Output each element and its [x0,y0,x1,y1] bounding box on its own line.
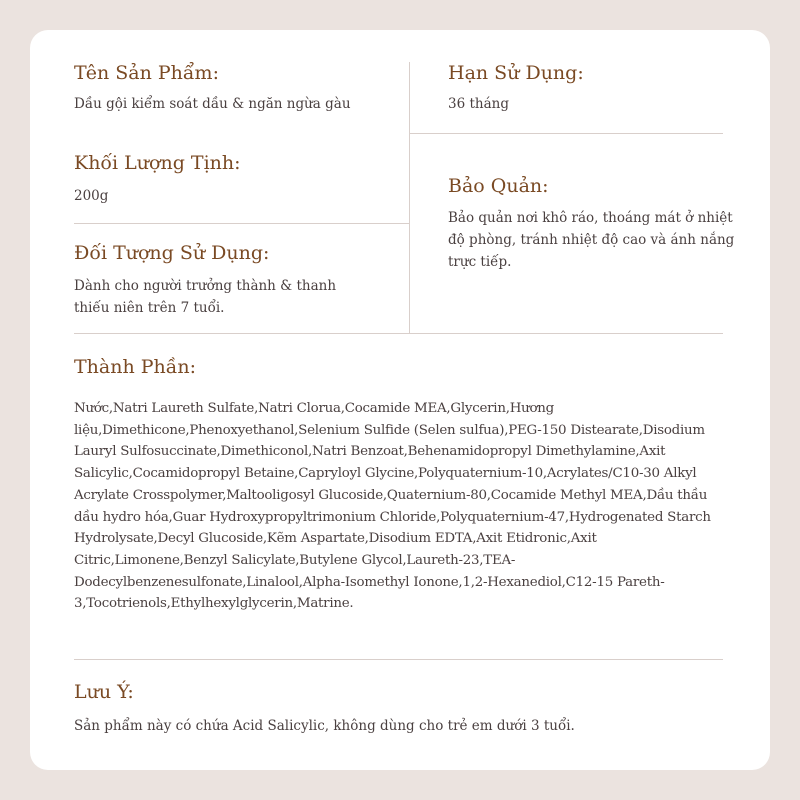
product-name-heading: Tên Sản Phẩm: [74,62,219,84]
warning-heading: Lưu Ý: [74,681,134,703]
right-divider-top [409,133,723,134]
target-users-value: Dành cho người trưởng thành & thanh thiếu niên trên 7 tuổi. [74,278,337,316]
warning-divider [74,659,723,660]
product-name-value: Dầu gội kiểm soát dầu & ngăn ngừa gàu [74,96,351,112]
product-info-card [30,30,770,770]
target-users-heading: Đối Tượng Sử Dụng: [74,242,270,264]
left-divider [74,223,409,224]
shelf-life-heading: Hạn Sử Dụng: [448,62,584,84]
ingredients-list: Nước,Natri Laureth Sulfate,Natri Clorua,Cocamide MEA,Glycerin,Hương liệu,Dimethicone,Phenoxyethanol,Selenium Sulfide (Selen sulfua),PEG-150 Distearate,Disodium Lauryl Sulfosuccinate,Dimethiconol,Natri Benzoat,Behenamidopropyl Dimethylamine,Axit Salicylic,Cocamidopropyl Betaine,Capryloyl Glycine,Polyquaternium-10,Acrylates/C10-30 Alkyl Acrylate Crosspolymer,Maltooligosyl Glucoside,Quaternium-80,Cocamide Methyl MEA,Dầu thầu dầu hydro hóa,Guar Hydroxypropyltrimonium Chloride,Polyquaternium-47,Hydrogenated Starch Hydrolysate,Decyl Glucoside,Kẽm Aspartate,Disodium EDTA,Axit Etidronic,Axit Citric,Limonene,Benzyl Salicylate,Butylene Glycol,Laureth-23,TEA-Dodecylbenzenesulfonate,Linalool,Alpha-Isomethyl Ionone,1,2-Hexanediol,C12-15 Pareth-3,Tocotrienols,Ethylhexylglycerin,Matrine. [74,401,711,612]
storage-value: Bảo quản nơi khô ráo, thoáng mát ở nhiệt độ phòng, tránh nhiệt độ cao và ánh nắng trực tiếp. [448,210,735,270]
ingredients-heading: Thành Phần: [74,356,197,378]
section-divider [74,333,723,334]
net-weight-heading: Khối Lượng Tịnh: [74,152,241,174]
warning-value: Sản phẩm này có chứa Acid Salicylic, không dùng cho trẻ em dưới 3 tuổi. [74,718,575,734]
storage-heading: Bảo Quản: [448,175,549,197]
net-weight-value: 200g [74,188,109,204]
column-divider [409,62,410,334]
shelf-life-value: 36 tháng [448,96,509,112]
